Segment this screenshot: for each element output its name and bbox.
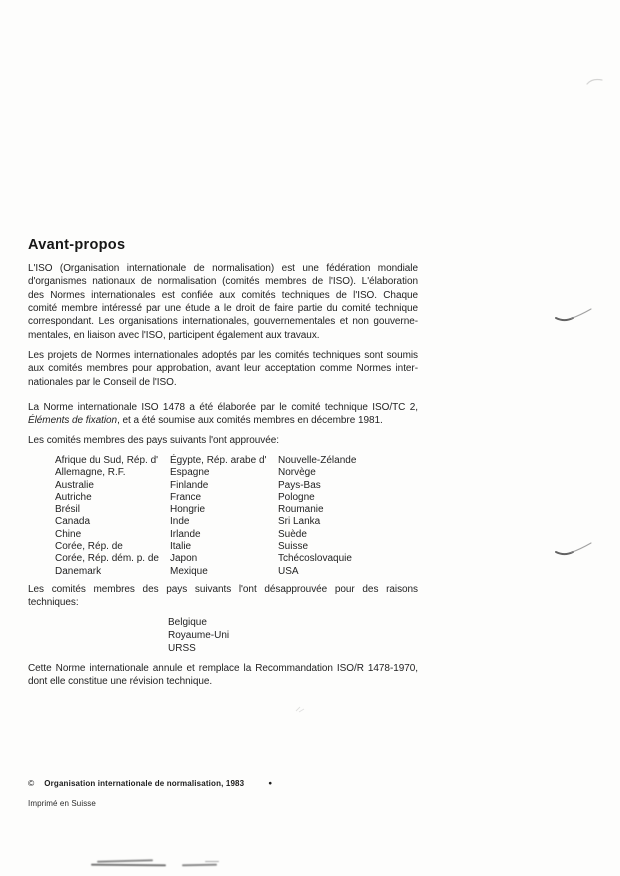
country-item: Corée, Rép. dém. p. de — [55, 553, 159, 565]
country-item: Belgique — [168, 617, 207, 628]
member-country-column-3 — [278, 455, 356, 578]
country-item: Égypte, Rép. arabe d' — [170, 455, 267, 466]
bottom-smudge-mark — [91, 863, 166, 866]
paragraph-line: des Normes internationales est confiée aux comités techniques de l'ISO. Chaque — [28, 289, 418, 301]
paragraph-line: Cette Norme internationale annule et remplace la Recommandation ISO/R 1478-1970, — [28, 663, 418, 674]
country-item: Roumanie — [278, 504, 324, 516]
country-item: Afrique du Sud, Rép. d' — [55, 455, 159, 466]
page-title: Avant-propos — [28, 237, 126, 253]
country-item: Suisse — [278, 541, 309, 553]
country-item: Italie — [170, 541, 192, 553]
paragraph-draft-standards — [28, 349, 418, 389]
country-item: Sri Lanka — [278, 516, 321, 528]
bottom-smudge-mark — [205, 861, 219, 862]
paragraph-line — [28, 414, 418, 427]
paragraph-line: comité membre intéressé par une étude a le droit de faire partie du comité technique — [28, 303, 418, 315]
member-country-column-2 — [170, 455, 266, 578]
paragraph-line: aux comités membres pour approbation, avant leur acceptation comme Normes inter- — [28, 363, 418, 375]
paragraph-line: mentales, en liaison avec l'ISO, participent également aux travaux. — [28, 329, 320, 341]
country-item: Danemark — [55, 565, 102, 577]
country-item: Pologne — [278, 491, 315, 503]
country-item: Pays-Bas — [278, 479, 321, 491]
country-item: Autriche — [55, 491, 92, 503]
country-item: Nouvelle-Zélande — [278, 455, 357, 466]
country-item: Brésil — [55, 504, 81, 516]
paragraph-iso-1478 — [28, 401, 418, 428]
paragraph-line: dont elle constitue une révision technique. — [28, 676, 213, 688]
italic-phrase: Éléments de fixation — [28, 415, 118, 427]
country-item: Corée, Rép. de — [55, 541, 123, 553]
country-item: Canada — [55, 516, 91, 528]
disapproved-intro — [28, 583, 418, 610]
country-item: Inde — [170, 516, 190, 528]
paragraph-line: Les projets de Normes internationales adoptés par les comités techniques sont soumis — [28, 350, 418, 361]
approved-intro-line: Les comités membres des pays suivants l'ont approuvée: — [28, 435, 280, 446]
disapproved-country-list — [168, 616, 229, 656]
pen-mark-icon — [554, 306, 594, 324]
country-item: Hongrie — [170, 504, 206, 516]
bottom-smudge-mark — [182, 864, 217, 866]
copyright-line — [28, 778, 272, 788]
paragraph-line: d'organismes nationaux de normalisation (comités membres de l'ISO). L'élaboration — [28, 276, 418, 288]
paragraph-line: correspondant. Les organisations internationales, gouvernementales et non gouverne- — [28, 316, 418, 328]
bottom-smudge-mark — [97, 859, 153, 862]
country-item: Allemagne, R.F. — [55, 467, 126, 479]
country-item: Royaume-Uni — [168, 630, 230, 642]
faint-scan-mark — [586, 76, 604, 86]
bullet-icon: ● — [268, 780, 273, 787]
country-item: France — [170, 491, 202, 503]
paragraph-line: L'ISO (Organisation internationale de normalisation) est une fédération mondiale — [28, 263, 418, 274]
country-item: URSS — [168, 643, 196, 655]
country-item: Espagne — [170, 467, 210, 479]
copyright-icon: © — [28, 778, 35, 788]
country-item: Australie — [55, 479, 94, 491]
country-item: Tchécoslovaquie — [278, 553, 352, 565]
country-item: Japon — [170, 553, 198, 565]
paragraph-iso-intro — [28, 262, 418, 342]
country-item: USA — [278, 565, 299, 577]
paragraph-line: Les comités membres des pays suivants l'ont désapprouvée pour des raisons — [28, 584, 418, 595]
paragraph-line: techniques: — [28, 597, 79, 609]
faint-scan-speck — [294, 704, 306, 714]
printed-in-line: Imprimé en Suisse — [28, 799, 96, 808]
country-item: Suède — [278, 528, 307, 540]
paragraph-line-rest: , et a été soumise aux comités membres en décembre 1981. — [117, 415, 383, 427]
paragraph-replaces-recommendation — [28, 662, 418, 689]
pen-mark-icon — [554, 540, 594, 558]
copyright-text: Organisation internationale de normalisation, 1983 — [44, 779, 245, 788]
country-item: Irlande — [170, 528, 201, 540]
country-item: Norvège — [278, 467, 316, 479]
country-item: Chine — [55, 528, 82, 540]
member-country-column-1 — [55, 455, 159, 578]
country-item: Mexique — [170, 565, 208, 577]
paragraph-line: nationales par le Conseil de l'ISO. — [28, 376, 177, 388]
country-item: Finlande — [170, 479, 209, 491]
paragraph-line: La Norme internationale ISO 1478 a été élaborée par le comité technique ISO/TC 2, — [28, 402, 418, 413]
